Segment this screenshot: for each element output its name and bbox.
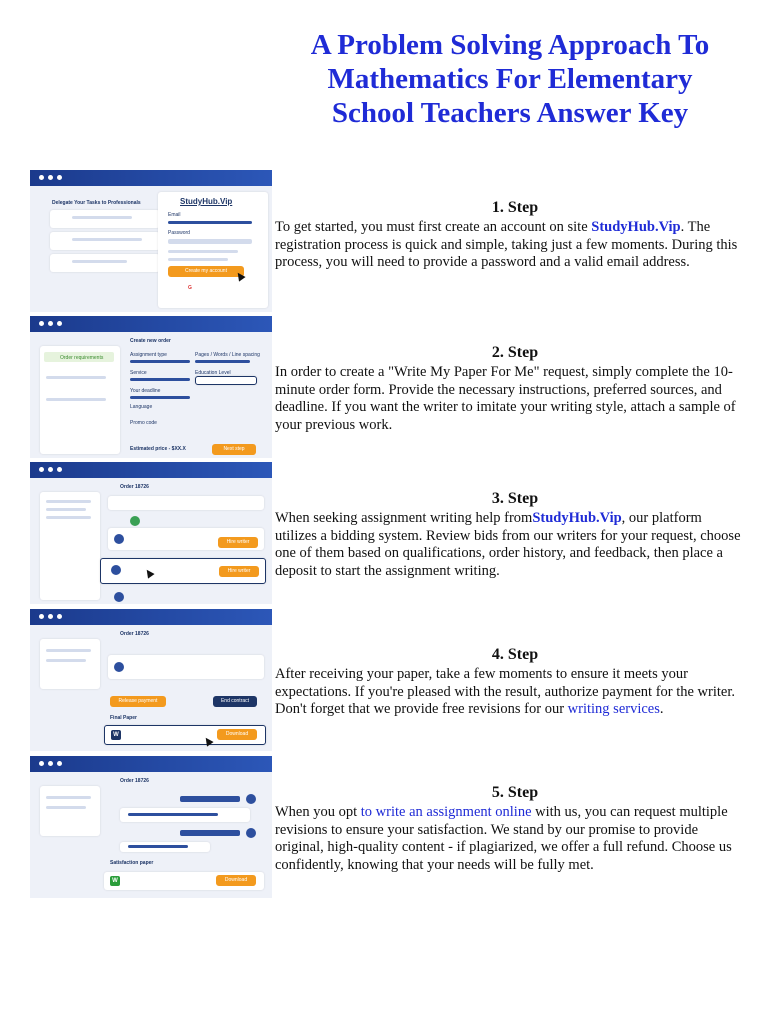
download-button[interactable]: Download	[217, 729, 257, 740]
title-line-1: A Problem Solving Approach To	[310, 29, 710, 61]
hire-writer-button[interactable]: Hire writer	[219, 566, 259, 577]
create-account-button[interactable]: Create my account	[168, 266, 244, 277]
step-heading: 5. Step	[491, 784, 539, 801]
step-4-screenshot: Order 18726 Release payment End contract Final Paper W Download	[30, 609, 272, 751]
step-2-screenshot: Order requirements Create new order Assignment type Pages / Words / Line spacing Service Education Level Your deadline Language Promo code Estimated price - $XX.X Next step	[30, 316, 272, 458]
step-2	[275, 343, 745, 434]
order-number: Order 18726	[120, 484, 149, 490]
step-text: When seeking assignment writing help fromStudyHub.Vip, our platform utilizes a bidding system. Review bids from our writers for your request, choose one of them based on qualifications, order history, and feedback, then place a deposit to start the assignment writing.	[275, 510, 741, 579]
window-bar	[30, 170, 272, 186]
step-1-screenshot	[30, 170, 272, 312]
order-number: Order 18726	[120, 778, 149, 784]
screen-heading: Delegate Your Tasks to Professionals	[52, 200, 141, 206]
order-number: Order 18726	[120, 631, 149, 637]
step-3	[275, 489, 745, 580]
download-button[interactable]: Download	[216, 875, 256, 886]
step-1	[275, 198, 745, 272]
order-step-label: Order requirements	[60, 355, 104, 361]
step-5-screenshot: Order 18726 Satisfaction paper W Download	[30, 756, 272, 898]
step-heading: 4. Step	[491, 646, 539, 663]
google-icon: G	[188, 285, 192, 291]
step-heading: 1. Step	[491, 199, 539, 216]
cursor-icon	[143, 567, 154, 578]
studyhub-link[interactable]: StudyHub.Vip	[591, 219, 681, 235]
window-bar	[30, 609, 272, 625]
window-bar	[30, 316, 272, 332]
signup-card	[158, 192, 268, 308]
write-assignment-link[interactable]: to write an assignment online	[360, 804, 532, 820]
estimated-price: Estimated price - $XX.X	[130, 446, 186, 452]
window-bar	[30, 756, 272, 772]
window-bar	[30, 462, 272, 478]
step-text: In order to create a "Write My Paper For Me" request, simply complete the 10-minute order form. Provide the necessary instructions, preferred sources, and deadline. If you want the writer to imitate your writing style, attach a sample of your previous work.	[275, 364, 736, 433]
brand-logo: StudyHub.Vip	[180, 197, 233, 206]
step-4	[275, 645, 745, 719]
satisfaction-paper-label: Satisfaction paper	[110, 860, 154, 866]
step-3-screenshot	[30, 462, 272, 604]
step-heading: 3. Step	[491, 490, 539, 507]
title-line-2: Mathematics For Elementary	[327, 63, 693, 95]
email-label: Email	[168, 212, 181, 218]
screen-heading: Create new order	[130, 338, 171, 344]
hire-writer-button[interactable]: Hire writer	[218, 537, 258, 548]
step-5	[275, 783, 745, 874]
page-title	[270, 28, 750, 130]
next-step-button[interactable]: Next step	[212, 444, 256, 455]
step-text: When you opt to write an assignment online with us, you can request multiple revisions to ensure your satisfaction. We stand by our promise to provide original, high-quality content - if plagiarized, we offer a full refund. Choose us confidently, knowing that your needs will be fully met.	[275, 804, 732, 873]
step-text: To get started, you must first create an account on site StudyHub.Vip. The registration process is quick and simple, taking just a few moments. During this process, you will need to provide a password and a valid email address.	[275, 219, 738, 270]
password-label: Password	[168, 230, 190, 236]
step-heading: 2. Step	[491, 344, 539, 361]
writing-services-link[interactable]: writing services	[567, 701, 660, 717]
release-payment-button[interactable]: Release payment	[110, 696, 166, 707]
end-contract-button[interactable]: End contract	[213, 696, 257, 707]
final-paper-label: Final Paper	[110, 715, 137, 721]
step-text: After receiving your paper, take a few moments to ensure it meets your expectations. If you're pleased with the result, authorize payment for the writer. Don't forget that we provide free revisions for our writing services.	[275, 666, 736, 717]
title-line-3: School Teachers Answer Key	[331, 97, 689, 129]
studyhub-link[interactable]: StudyHub.Vip	[532, 510, 622, 526]
